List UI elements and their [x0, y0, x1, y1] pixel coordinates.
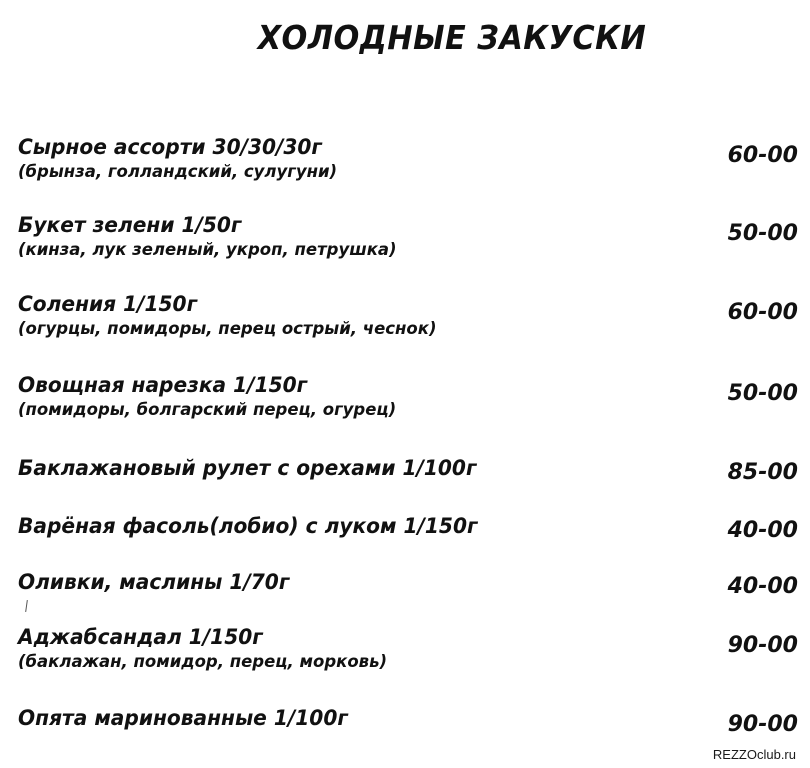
menu-item-price: 50-00: [727, 221, 798, 246]
menu-item-description: (брынза, голландский, сулугуни): [18, 162, 338, 182]
menu-item-price: 90-00: [727, 712, 798, 737]
menu-item-price: 40-00: [727, 574, 798, 599]
menu-item-name: Сырное ассорти 30/30/30г: [18, 135, 322, 159]
page-title: ХОЛОДНЫЕ ЗАКУСКИ: [257, 18, 647, 57]
menu-item-price: 40-00: [727, 518, 798, 543]
menu-item-price: 60-00: [727, 300, 798, 325]
menu-item-description: (баклажан, помидор, перец, морковь): [18, 652, 388, 672]
menu-item-name: Баклажановый рулет с орехами 1/100г: [18, 456, 477, 480]
menu-item-name: Аджабсандал 1/150г: [18, 625, 263, 649]
menu-item-price: 85-00: [727, 460, 798, 485]
menu-item-name: Букет зелени 1/50г: [18, 213, 242, 237]
watermark: REZZOclub.ru: [712, 747, 796, 762]
menu-item-description: (помидоры, болгарский перец, огурец): [18, 400, 397, 420]
menu-item-name: Оливки, маслины 1/70г: [18, 570, 290, 594]
menu-item-description: (огурцы, помидоры, перец острый, чеснок): [18, 319, 437, 339]
menu-item-price: 90-00: [727, 633, 798, 658]
menu-item-description: (кинза, лук зеленый, укроп, петрушка): [18, 240, 397, 260]
menu-item-name: Соления 1/150г: [18, 292, 198, 316]
menu-item-name: Варёная фасоль(лобио) с луком 1/150г: [18, 514, 478, 538]
menu-item-name: Опята маринованные 1/100г: [18, 706, 348, 730]
menu-item-price: 60-00: [727, 143, 798, 168]
menu-item-name: Овощная нарезка 1/150г: [18, 373, 308, 397]
menu-item-price: 50-00: [727, 381, 798, 406]
